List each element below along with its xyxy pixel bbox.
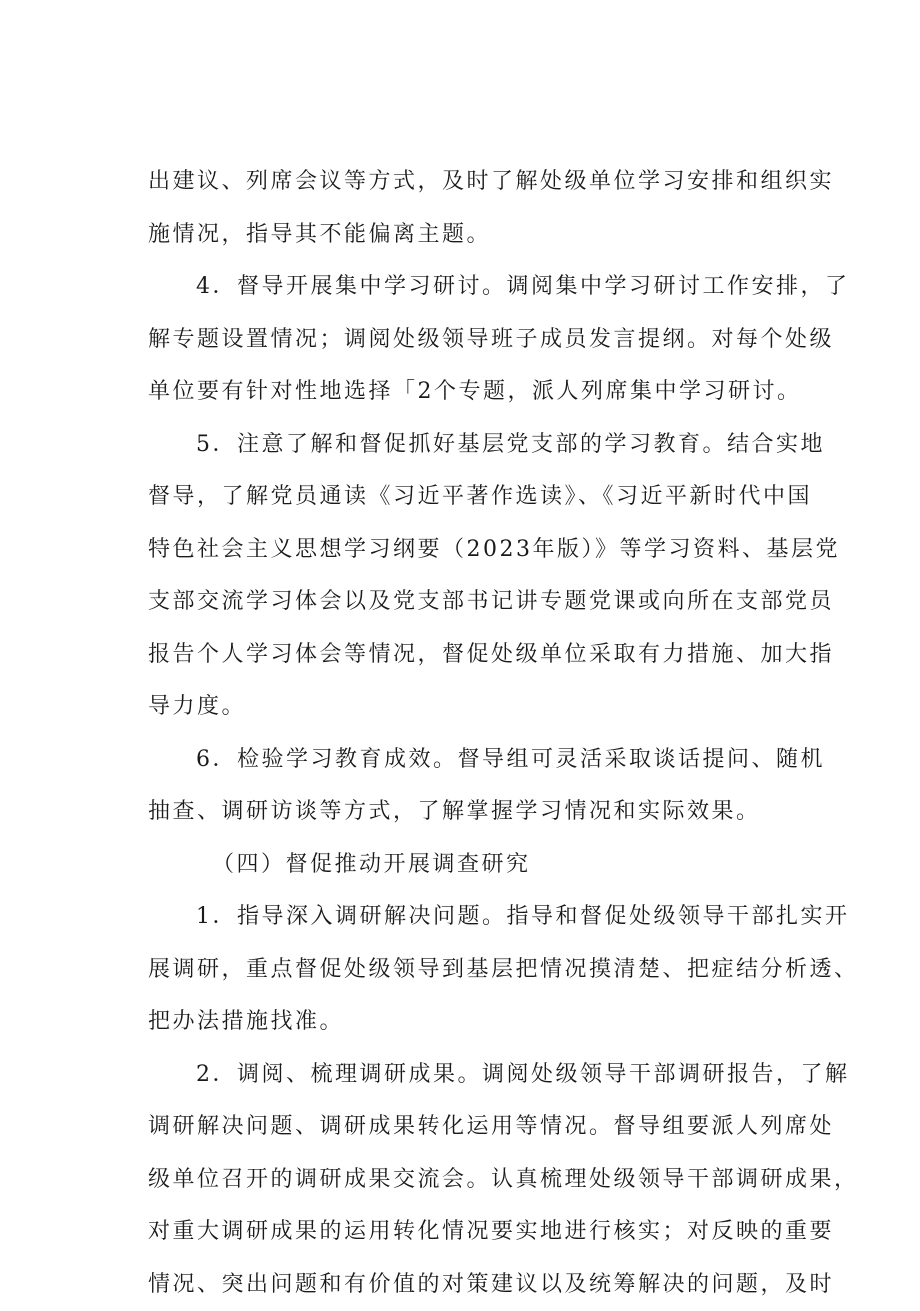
text-line: 出建议、列席会议等方式，及时了解处级单位学习安排和组织实 [148,156,808,209]
text-line: 特色社会主义思想学习纲要（2023年版）》等学习资料、基层党 [148,524,808,577]
text-line: 把办法措施找准。 [148,996,808,1049]
paragraph-item-5: 5．注意了解和督促抓好基层党支部的学习教育。结合实地 [148,419,808,472]
text-line: 情况、突出问题和有价值的对策建议以及统筹解决的问题，及时 [148,1259,808,1311]
paragraph-item-4: 4．督导开展集中学习研讨。调阅集中学习研讨工作安排，了 [148,261,808,314]
text-line: 级单位召开的调研成果交流会。认真梳理处级领导干部调研成果， [148,1154,808,1207]
text-line: 支部交流学习体会以及党支部书记讲专题党课或向所在支部党员 [148,576,808,629]
document-body [148,156,808,1311]
text-line: 督导，了解党员通读《习近平著作选读》、《习近平新时代中国 [148,471,808,524]
text-line: 解专题设置情况；调阅处级领导班子成员发言提纲。对每个处级 [148,314,808,367]
paragraph-item-1: 1．指导深入调研解决问题。指导和督促处级领导干部扎实开 [148,891,808,944]
text-line: 报告个人学习体会等情况，督促处级单位采取有力措施、加大指 [148,629,808,682]
text-line: 施情况，指导其不能偏离主题。 [148,209,808,262]
paragraph-item-6: 6．检验学习教育成效。督导组可灵活采取谈话提问、随机 [148,734,808,787]
text-line: 抽查、调研访谈等方式，了解掌握学习情况和实际效果。 [148,786,808,839]
text-line: 单位要有针对性地选择「2个专题，派人列席集中学习研讨。 [148,366,808,419]
paragraph-item-2: 2．调阅、梳理调研成果。调阅处级领导干部调研报告，了解 [148,1049,808,1102]
text-line: 调研解决问题、调研成果转化运用等情况。督导组要派人列席处 [148,1101,808,1154]
text-line: 导力度。 [148,681,808,734]
section-heading: （四）督促推动开展调查研究 [148,839,808,892]
text-line: 展调研，重点督促处级领导到基层把情况摸清楚、把症结分析透、 [148,944,808,997]
text-line: 对重大调研成果的运用转化情况要实地进行核实；对反映的重要 [148,1206,808,1259]
